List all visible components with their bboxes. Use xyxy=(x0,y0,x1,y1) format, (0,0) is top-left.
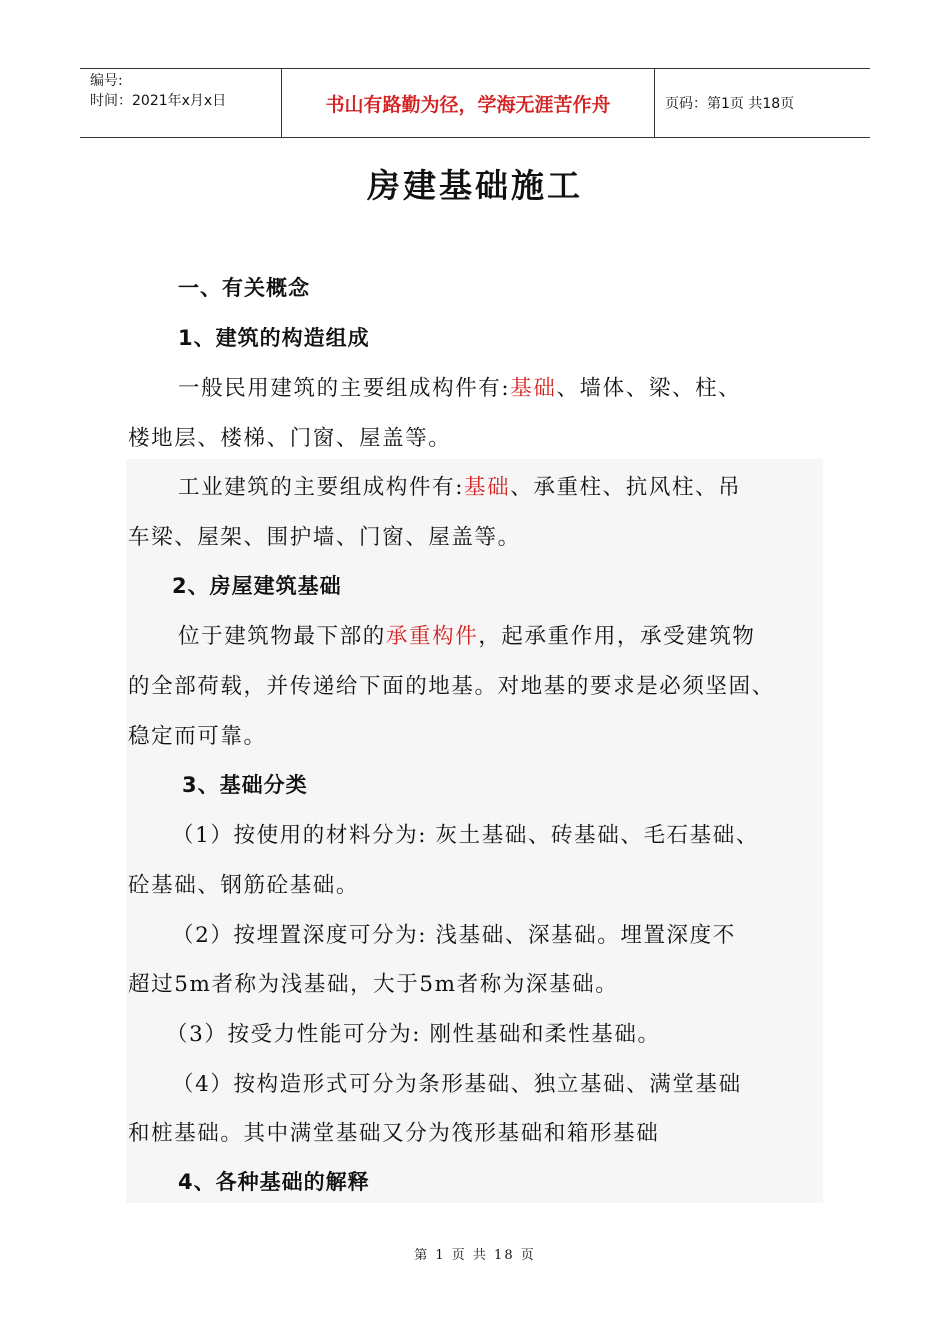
document-date: 时间：2021年x月x日 xyxy=(90,93,227,109)
text-run: 工业建筑的主要组成构件有: xyxy=(178,475,465,500)
paragraph-line: （2）按埋置深度可分为: 浅基础、深基础。埋置深度不 xyxy=(172,923,736,948)
header-meta xyxy=(80,69,281,137)
paragraph-line xyxy=(178,619,756,650)
paragraph-line: 楼地层、楼梯、门窗、屋盖等。 xyxy=(128,426,452,451)
subsection-heading: 3、基础分类 xyxy=(182,773,308,797)
document-header xyxy=(80,68,870,138)
highlighted-term: 基础 xyxy=(510,376,557,401)
page-footer: 第 1 页 共 18 页 xyxy=(414,1248,536,1263)
text-run: ，起承重作用，承受建筑物 xyxy=(478,624,756,649)
highlighted-term: 承重构件 xyxy=(385,624,479,649)
text-run: 位于建筑物最下部的 xyxy=(178,624,386,649)
subsection-heading: 2、房屋建筑基础 xyxy=(172,574,342,598)
paragraph-line: 的全部荷载，并传递给下面的地基。对地基的要求是必须坚固、 xyxy=(128,674,775,699)
paragraph-line xyxy=(178,371,741,402)
paragraph-line: 稳定而可靠。 xyxy=(128,724,267,749)
document-number-label: 编号: xyxy=(90,73,123,89)
header-page-code: 页码：第1页 共18页 xyxy=(665,96,795,112)
paragraph-line: 超过5m者称为浅基础，大于5m者称为深基础。 xyxy=(128,972,619,997)
text-run: 、承重柱、抗风柱、吊 xyxy=(510,475,742,500)
section-heading: 一、有关概念 xyxy=(178,276,310,300)
highlighted-term: 基础 xyxy=(464,475,511,500)
page-title: 房建基础施工 xyxy=(367,166,583,205)
paragraph-line: 砼基础、钢筋砼基础。 xyxy=(128,873,360,898)
paragraph-line: 车梁、屋架、围护墙、门窗、屋盖等。 xyxy=(128,525,521,550)
text-run: 一般民用建筑的主要组成构件有: xyxy=(178,376,511,401)
paragraph-line: 和桩基础。其中满堂基础又分为筏形基础和箱形基础 xyxy=(128,1121,660,1146)
paragraph-line: （4）按构造形式可分为条形基础、独立基础、满堂基础 xyxy=(172,1072,742,1097)
subsection-heading: 4、各种基础的解释 xyxy=(178,1170,370,1194)
paragraph-line: （1）按使用的材料分为: 灰土基础、砖基础、毛石基础、 xyxy=(172,823,759,848)
text-run: 、墙体、梁、柱、 xyxy=(556,376,742,401)
paragraph-line xyxy=(178,470,741,501)
subsection-heading: 1、建筑的构造组成 xyxy=(178,326,370,350)
paragraph-line: （3）按受力性能可分为: 刚性基础和柔性基础。 xyxy=(166,1022,661,1047)
header-motto: 书山有路勤为径，学海无涯苦作舟 xyxy=(281,69,655,137)
